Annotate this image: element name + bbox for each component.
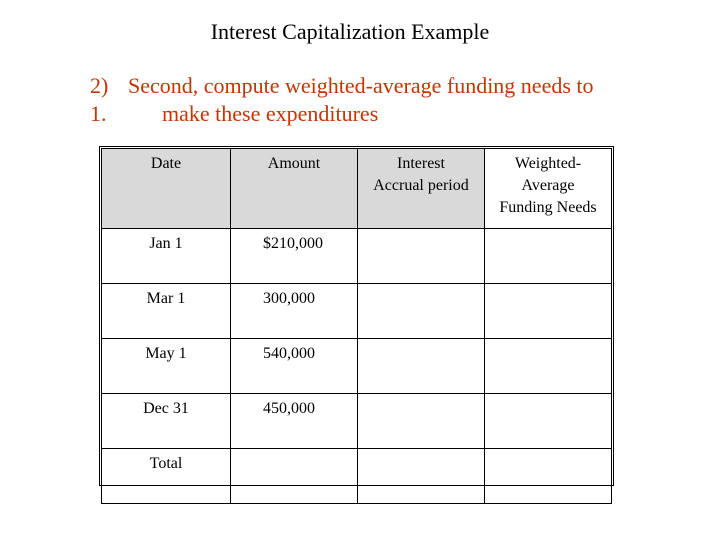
header-weighted-average-funding-needs (485, 149, 612, 229)
bullet-text-line-2: make these expenditures (162, 101, 379, 126)
cell-interest (358, 449, 485, 504)
cell-weighted (485, 339, 612, 394)
cell-amount: 540,000 (231, 339, 358, 394)
header-weighted-line-1: Weighted- (514, 155, 582, 172)
cell-weighted (485, 229, 612, 284)
cell-amount: $210,000 (231, 229, 358, 284)
table-row (102, 394, 612, 449)
cell-amount (231, 449, 358, 504)
cell-weighted (485, 284, 612, 339)
cell-interest (358, 229, 485, 284)
header-amount: Amount (231, 149, 358, 229)
cell-date: Total (102, 449, 231, 504)
cell-interest (358, 394, 485, 449)
cell-date: Dec 31 (102, 394, 231, 449)
cell-date: May 1 (102, 339, 231, 394)
header-weighted-line-3: Funding Needs (499, 199, 597, 216)
cell-amount: 450,000 (231, 394, 358, 449)
bullet-text-line-1: Second, compute weighted-average funding needs to (128, 73, 594, 98)
header-interest-accrual-period (358, 149, 485, 229)
cell-interest (358, 339, 485, 394)
bullet-block (90, 72, 690, 128)
table-row (102, 229, 612, 284)
cell-weighted (485, 394, 612, 449)
funding-needs-table (101, 148, 612, 504)
table-header-row (102, 149, 612, 229)
bullet-line-1 (90, 72, 690, 100)
cell-date: Mar 1 (102, 284, 231, 339)
header-weighted-line-2: Average (521, 177, 575, 194)
table-row-total (102, 449, 612, 504)
bullet-number: 2) (90, 73, 109, 98)
cell-amount: 300,000 (231, 284, 358, 339)
cell-interest (358, 284, 485, 339)
bullet-line-2-marker: 1. (90, 101, 107, 126)
header-interest-line-1: Interest (397, 155, 445, 172)
header-date: Date (102, 149, 231, 229)
header-interest-line-2: Accrual period (373, 177, 469, 194)
slide-title: Interest Capitalization Example (210, 19, 490, 44)
cell-weighted (485, 449, 612, 504)
cell-date: Jan 1 (102, 229, 231, 284)
table-row (102, 284, 612, 339)
bullet-line-2 (90, 100, 690, 128)
table-row (102, 339, 612, 394)
